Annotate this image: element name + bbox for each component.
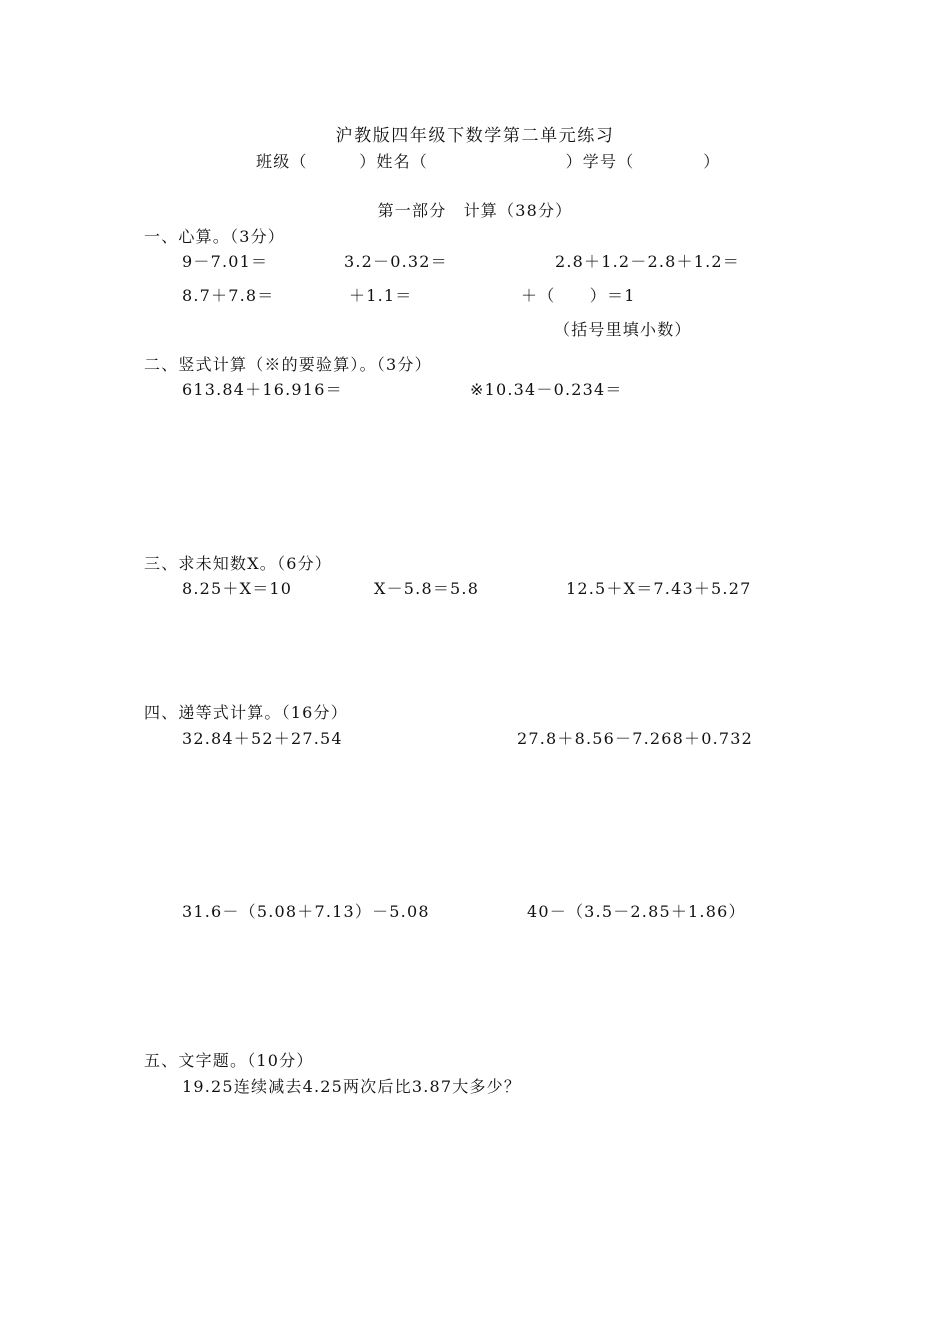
- vertical-calc-item-1: 613.84＋16.916＝: [182, 380, 343, 399]
- mental-math-note: （括号里填小数）: [554, 320, 692, 339]
- mental-math-item-3: 2.8＋1.2－2.8＋1.2＝: [555, 252, 740, 271]
- student-info-line: 班级（ ）姓名（ ）学号（ ）: [256, 152, 721, 171]
- equation-item-2: X－5.8＝5.8: [374, 579, 480, 598]
- section-three-heading: 三、求未知数X。（6分）: [144, 554, 332, 573]
- mental-math-item-2: 3.2－0.32＝: [344, 252, 448, 271]
- section-one-heading: 一、心算。（3分）: [144, 227, 285, 246]
- vertical-calc-item-2: ※10.34－0.234＝: [470, 380, 623, 399]
- stepwise-item-2: 27.8＋8.56－7.268＋0.732: [517, 729, 754, 748]
- mental-math-item-6: ＋（ ）＝1: [521, 286, 636, 305]
- mental-math-item-1: 9－7.01＝: [182, 252, 269, 271]
- mental-math-item-4: 8.7＋7.8＝: [182, 286, 275, 305]
- section-five-heading: 五、文字题。（10分）: [144, 1051, 314, 1070]
- equation-item-3: 12.5＋X＝7.43＋5.27: [566, 579, 752, 598]
- mental-math-item-5: ＋1.1＝: [349, 286, 413, 305]
- page-title: 沪教版四年级下数学第二单元练习: [335, 126, 615, 146]
- part-one-title: 第一部分 计算（38分）: [377, 201, 573, 220]
- equation-item-1: 8.25＋X＝10: [182, 579, 293, 598]
- stepwise-item-1: 32.84＋52＋27.54: [182, 729, 343, 748]
- section-two-heading: 二、竖式计算（※的要验算）。（3分）: [144, 355, 432, 374]
- stepwise-item-4: 40－（3.5－2.85＋1.86）: [527, 902, 746, 921]
- word-problem: 19.25连续减去4.25两次后比3.87大多少？: [182, 1077, 522, 1096]
- stepwise-item-3: 31.6－（5.08＋7.13）－5.08: [182, 902, 430, 921]
- section-four-heading: 四、递等式计算。（16分）: [144, 703, 348, 722]
